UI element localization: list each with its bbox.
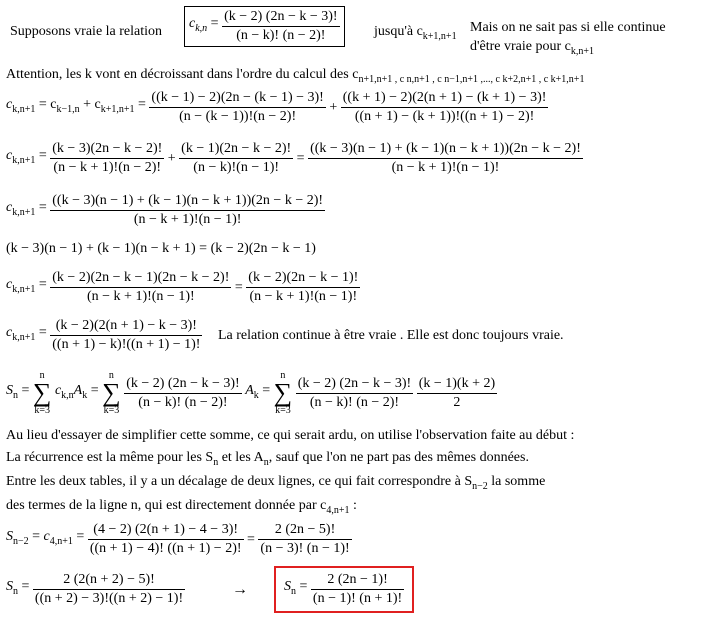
until-text: jusqu'à $c_{k+1,n+1}$ xyxy=(374,24,457,42)
result-den: (n − 1)! (n + 1)! xyxy=(312,591,403,606)
result-num: 2 (2n − 1)! xyxy=(311,572,404,590)
eq2-frac1-num: (k − 3)(2n − k − 2)! xyxy=(50,141,164,159)
eq1-frac2-num: ((k + 1) − 2)(2(n + 1) − (k + 1) − 3)! xyxy=(341,90,549,108)
attention-text: Attention, les k vont en décroissant dans l'ordre du calcul des $c_{n+1,n+1 , c n,n+1 , c n-1,n+1 ,..., c k+2,n+1 , c k+1,n+1}$ xyxy=(6,67,585,85)
intro-text: Supposons vraie la relation xyxy=(10,24,163,39)
eq5-frac1-num: (k − 2)(2n − k − 1)(2n − k − 2)! xyxy=(50,270,231,288)
eq3-den: (n − k + 1)!(n − 1)! xyxy=(133,212,242,227)
equation-9: $S_n$ = $\frac{2 (2(n + 2) - 5)!}{((n + 2) - 3)!((n + 2) - 1)!}$ xyxy=(6,572,184,606)
paragraph-line-2: La récurrence est la même pour les $S_n$ et les $A_n$, sauf que l'on ne part pas des mêmes données. xyxy=(6,450,529,468)
equation-4: (k − 3)(n − 1) + (k − 1)(n − k + 1) = (k − 2)(2n − k − 1) xyxy=(6,241,316,256)
eq2-frac1-den: (n − k + 1)!(n − 2)! xyxy=(53,160,162,175)
eq8-frac1-num: (4 − 2) (2(n + 1) − 4 − 3)! xyxy=(88,522,244,540)
eq7-frac1-num: (k − 2) (2n − k − 3)! xyxy=(124,376,242,394)
eq2-frac2-den: (n − k)!(n − 1)! xyxy=(193,160,280,175)
relation-note: La relation continue à être vraie . Elle est donc toujours vraie. xyxy=(217,327,564,343)
eq1-frac2-den: ((n + 1) − (k + 1))!((n + 1) − 2)! xyxy=(354,109,535,124)
eq8-frac2-den: (n − 3)! (n − 1)! xyxy=(260,541,350,556)
eq5-frac2-den: (n − k + 1)!(n − 1)! xyxy=(249,289,358,304)
equation-3: $c_{k,n+1}$ = $\frac{((k - 3)(n - 1) + (k - 1)(n - k + 1))(2n - k - 2)!}{(n - k + 1)!(n - 1)!}$ xyxy=(6,193,324,227)
eq1-frac1-num: ((k − 1) − 2)(2n − (k − 1) − 3)! xyxy=(149,90,325,108)
eq8-frac2-num: 2 (2n − 5)! xyxy=(258,522,351,540)
eq6-num: (k − 2)(2(n + 1) − k − 3)! xyxy=(50,318,202,336)
eq2-frac2-num: (k − 1)(2n − k − 2)! xyxy=(179,141,293,159)
eq2-frac3-num: ((k − 3)(n − 1) + (k − 1)(n − k + 1))(2n − k − 2)! xyxy=(308,141,583,159)
eq5-frac1-den: (n − k + 1)!(n − 1)! xyxy=(86,289,195,304)
equation-8: $S_{n-2} = c_{4,n+1}$ = $\frac{(4 - 2) (2(n + 1) - 4 - 3)!}{((n + 1) - 4)! ((n + 1) - 2)!}$ = $\frac{2 (2n - 5)!}{(n - 3)! (n - 1)!}$ xyxy=(6,522,350,556)
equation-5: $c_{k,n+1}$ = $\frac{(k - 2)(2n - k - 1)(2n - k - 2)!}{(n - k + 1)!(n - 1)!}$ = $\frac{(k - 2)(2n - k - 1)!}{(n - k + 1)!(n - 1)!}$ xyxy=(6,270,359,304)
equation-2: $c_{k,n+1}$ = $\frac{(k - 3)(2n - k - 2)!}{(n - k + 1)!(n - 2)!}$ + $\frac{(k - 1)(2n - k - 2)!}{(n - k)!(n - 1)!}$ = $\frac{((k - 3)(n - 1) + (k - 1)(n - k + 1))(2n - k - 2)!}{(n - k + 1)!(n - 1)!}$ xyxy=(6,141,581,175)
eq7-frac3-num: (k − 1)(k + 2) xyxy=(417,376,497,394)
continue-text-1: Mais on ne sait pas si elle continue xyxy=(470,20,666,35)
sum-symbol-2: n ∑ k=3 xyxy=(102,370,121,416)
paragraph-line-1: Au lieu d'essayer de simplifier cette somme, ce qui serait ardu, on utilise l'observation faite au début : xyxy=(6,428,575,443)
equation-1: $c_{k,n+1} = c_{k-1,n} + c_{k+1,n+1}$ = $\frac{((k - 1) - 2)(2n - (k - 1) - 3)!}{(n - (k - 1))!(n - 2)!}$ + $\frac{((k + 1) - 2)(2(n + 1) - (k + 1) - 3)!}{((n + 1) - (k + 1))!((n + 1) - 2)!}$ xyxy=(6,90,547,124)
eq1-frac1-den: (n − (k − 1))!(n − 2)! xyxy=(179,109,297,124)
sum-symbol-1: n ∑ k=3 xyxy=(32,370,52,416)
paragraph-line-4: des termes de la ligne n, qui est directement donnée par $c_{4,n+1}$ : xyxy=(6,498,357,516)
equation-6: $c_{k,n+1}$ = $\frac{(k - 2)(2(n + 1) - k - 3)!}{((n + 1) - k)!((n + 1) - 1)!}$ La relation continue à être vraie . Elle est donc toujours vraie. xyxy=(6,318,564,352)
hypothesis-numerator: (k − 2) (2n − k − 3)! xyxy=(222,9,340,27)
eq6-den: ((n + 1) − k)!((n + 1) − 1)! xyxy=(52,337,201,352)
eq7-frac1-den: (n − k)! (n − 2)! xyxy=(138,394,228,410)
eq2-frac3-den: (n − k + 1)!(n − 1)! xyxy=(391,160,500,175)
eq7-frac2-num: (k − 2) (2n − k − 3)! xyxy=(296,376,414,394)
c-symbol: c xyxy=(189,16,196,31)
equation-7: $S_n$ = n ∑ k=3 $c_{k,n}A_k$ = n ∑ k=3 $\frac{(k - 2) (2n - k - 3)!}{(n - k)! (n - 2)!}$ $A_k$ = n ∑ k=3 $\frac{(k - 2) (2n - k - 3)!}{(n - k)! (n - 2)!}$ $\frac{(k - 1)(k + 2)}{2}$ xyxy=(6,370,496,416)
eq9-frac-den: ((n + 2) − 3)!((n + 2) − 1)! xyxy=(34,591,184,606)
sum-symbol-3: n ∑ k=3 xyxy=(273,370,293,416)
eq8-frac1-den: ((n + 1) − 4)! ((n + 1) − 2)! xyxy=(89,541,242,556)
hypothesis-formula: $c_{k,n}$ = $\frac{(k - 2) (2n - k - 3)!}{(n - k)! (n - 2)!}$ xyxy=(184,6,345,47)
c-subscript: k,n xyxy=(195,23,208,34)
eq5-frac2-num: (k − 2)(2n − k − 1)! xyxy=(246,270,360,288)
arrow-icon: → xyxy=(232,581,248,598)
final-result: $S_n$ = $\frac{2 (2n - 1)!}{(n - 1)! (n + 1)!}$ xyxy=(274,566,414,613)
eq7-frac3-den: 2 xyxy=(453,394,461,410)
eq7-frac2-den: (n − k)! (n − 2)! xyxy=(309,394,400,410)
eq3-num: ((k − 3)(n − 1) + (k − 1)(n − k + 1))(2n − k − 2)! xyxy=(50,193,325,211)
eq9-frac-num: 2 (2(n + 2) − 5)! xyxy=(33,572,185,590)
hypothesis-denominator: (n − k)! (n − 2)! xyxy=(236,28,326,43)
paragraph-line-3: Entre les deux tables, il y a un décalage de deux lignes, ce qui fait correspondre à $S_{n-2}$ la somme xyxy=(6,474,546,492)
continue-text-2: d'être vraie pour $c_{k,n+1}$ xyxy=(470,39,594,57)
